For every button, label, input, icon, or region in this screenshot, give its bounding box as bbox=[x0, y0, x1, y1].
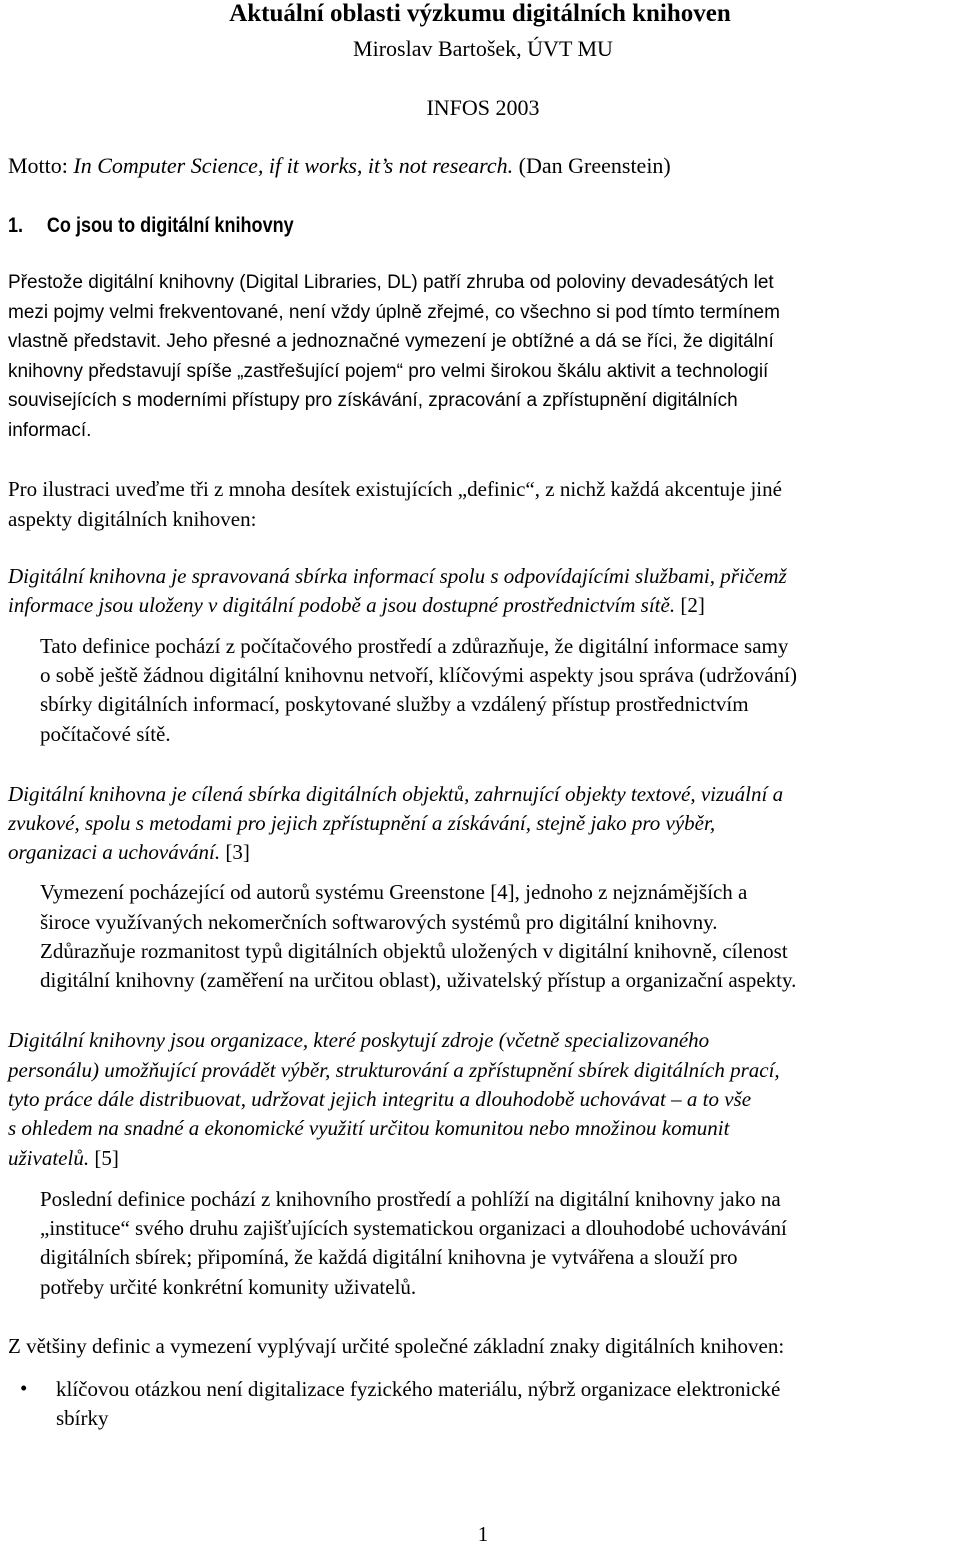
definition-2-text: organizaci a uchovávání. bbox=[8, 840, 221, 864]
intro-line-5: souvisejících s moderními přístupy pro získávání, zpracování a zpřístupnění digitálních bbox=[8, 390, 738, 411]
comment-3-line-4: potřeby určité konkrétní komunity uživatelů. bbox=[40, 1275, 417, 1299]
comment-2-line-4: digitální knihovny (zaměření na určitou oblast), uživatelský přístup a organizační aspekty. bbox=[40, 968, 797, 992]
motto-label: Motto: bbox=[8, 153, 68, 178]
comment-1-line-4: počítačové sítě. bbox=[40, 722, 171, 746]
definition-3-line-1: Digitální knihovny jsou organizace, které poskytují zdroje (včetně specializovaného bbox=[8, 1028, 710, 1052]
comment-3-line-2: „instituce“ svého druhu zajišťujících systematickou organizaci a dlouhodobé uchovávání bbox=[40, 1216, 787, 1240]
definition-2-line-3 bbox=[8, 840, 250, 865]
illustration-line-1: Pro ilustraci uveďme tři z mnoha desítek existujících „definic“, z nichž každá akcentuje jiné bbox=[8, 477, 782, 501]
intro-line-2: mezi pojmy velmi frekventované, není vždy úplně zřejmé, co všechno si pod tímto termínem bbox=[8, 302, 780, 323]
section-title: Co jsou to digitální knihovny bbox=[46, 214, 294, 237]
definition-1-ref: [2] bbox=[680, 593, 705, 617]
motto-quote: In Computer Science, if it works, it’s not research. bbox=[73, 153, 514, 178]
comment-1-line-3: sbírky digitálních informací, poskytované služby a vzdálený přístup prostřednictvím bbox=[40, 692, 749, 716]
comment-3-line-1: Poslední definice pochází z knihovního prostředí a pohlíží na digitální knihovny jako na bbox=[40, 1187, 781, 1211]
comment-3-line-3: digitálních sbírek; připomíná, že každá digitální knihovna je vytvářena a slouží pro bbox=[40, 1245, 738, 1269]
definition-3-text: uživatelů. bbox=[8, 1146, 90, 1170]
comment-1-line-1: Tato definice pochází z počítačového prostředí a zdůrazňuje, že digitální informace samy bbox=[40, 634, 789, 658]
intro-line-6: informací. bbox=[8, 420, 92, 441]
comment-2-line-2: široce využívaných nekomerčních softwarových systémů pro digitální knihovny. bbox=[40, 910, 718, 934]
definition-3-line-5 bbox=[8, 1146, 119, 1171]
definition-2-ref: [3] bbox=[225, 840, 250, 864]
motto-line bbox=[8, 153, 671, 179]
intro-line-4: knihovny představují spíše „zastřešující pojem“ pro velmi širokou škálu aktivit a technologií bbox=[8, 361, 769, 382]
intro-line-3b: Jeho přesné a jednoznačné vymezení je obtížné a dá se říci, že digitální bbox=[166, 331, 774, 352]
definition-2-line-1: Digitální knihovna je cílená sbírka digitálních objektů, zahrnující objekty textové, vizuální a bbox=[8, 782, 784, 806]
motto-attribution: (Dan Greenstein) bbox=[518, 153, 671, 178]
definition-3-line-3: tyto práce dále distribuovat, udržovat jejich integritu a dlouhodobě uchovávat – a to vše bbox=[8, 1087, 752, 1111]
summary-line: Z většiny definic a vymezení vyplývají určité společné základní znaky digitálních knihoven: bbox=[8, 1334, 785, 1358]
page-title: Aktuální oblasti výzkumu digitálních knihoven bbox=[229, 0, 731, 27]
event-line: INFOS 2003 bbox=[426, 95, 540, 120]
page-number: 1 bbox=[477, 1522, 489, 1546]
bullet-marker: • bbox=[20, 1376, 28, 1400]
illustration-line-2: aspekty digitálních knihoven: bbox=[8, 507, 257, 531]
comment-2-line-3: Zdůrazňuje rozmanitost typů digitálních objektů uložených v digitální knihovně, cílenost bbox=[40, 939, 788, 963]
definition-2-line-2: zvukové, spolu s metodami pro jejich zpřístupnění a získávání, stejně jako pro výběr, bbox=[8, 811, 716, 835]
definition-1-line-2 bbox=[8, 593, 705, 618]
definition-3-line-4: s ohledem na snadné a ekonomické využití určitou komunitou nebo množinou komunit bbox=[8, 1116, 730, 1140]
intro-line-3 bbox=[8, 331, 774, 353]
definition-3-ref: [5] bbox=[94, 1146, 119, 1170]
intro-line-3a: vlastně představit. bbox=[8, 331, 162, 352]
comment-2-line-1: Vymezení pocházející od autorů systému Greenstone [4], jednoho z nejznámějších a bbox=[40, 880, 748, 904]
author-line: Miroslav Bartošek, ÚVT MU bbox=[353, 36, 613, 61]
definition-3-line-2: personálu) umožňující provádět výběr, strukturování a zpřístupnění sbírek digitálních prací, bbox=[8, 1058, 780, 1082]
section-number: 1. bbox=[8, 214, 24, 237]
comment-1-line-2: o sobě ještě žádnou digitální knihovnu netvoří, klíčovými aspekty jsou správa (udržování) bbox=[40, 663, 798, 687]
definition-1-line-1: Digitální knihovna je spravovaná sbírka informací spolu s odpovídajícími službami, přičemž bbox=[8, 564, 787, 588]
bullet-line-1: klíčovou otázkou není digitalizace fyzického materiálu, nýbrž organizace elektronické bbox=[56, 1377, 781, 1401]
section-heading bbox=[8, 214, 294, 238]
bullet-line-2: sbírky bbox=[56, 1406, 109, 1430]
intro-line-1: Přestože digitální knihovny (Digital Libraries, DL) patří zhruba od poloviny devadesátých let bbox=[8, 272, 774, 293]
definition-1-text: informace jsou uloženy v digitální podobě a jsou dostupné prostřednictvím sítě. bbox=[8, 593, 676, 617]
